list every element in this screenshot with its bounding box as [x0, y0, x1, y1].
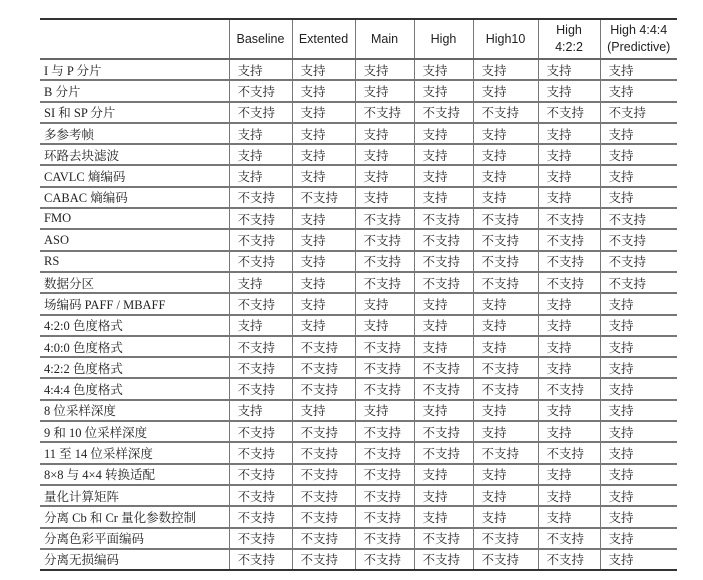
table-row: [40, 506, 677, 527]
support-cell: 不支持: [292, 442, 355, 463]
support-cell: 不支持: [538, 102, 600, 123]
header-profile: Baseline: [229, 19, 292, 59]
support-cell: 支持: [600, 357, 677, 378]
feature-cell: I 与 P 分片: [40, 59, 229, 80]
table-row: [40, 336, 677, 357]
support-cell: 不支持: [414, 549, 473, 570]
support-cell: 支持: [600, 165, 677, 186]
support-cell: 支持: [538, 293, 600, 314]
support-cell: 不支持: [355, 442, 414, 463]
feature-cell: CABAC 熵编码: [40, 187, 229, 208]
support-cell: 不支持: [355, 485, 414, 506]
support-cell: 不支持: [538, 549, 600, 570]
support-cell: 支持: [538, 165, 600, 186]
support-cell: 不支持: [229, 80, 292, 101]
support-cell: 支持: [355, 293, 414, 314]
support-cell: 不支持: [600, 251, 677, 272]
table-row: [40, 272, 677, 293]
feature-cell: 量化计算矩阵: [40, 485, 229, 506]
support-cell: 不支持: [538, 229, 600, 250]
feature-cell: 8×8 与 4×4 转换适配: [40, 464, 229, 485]
feature-cell: 11 至 14 位采样深度: [40, 442, 229, 463]
support-cell: 不支持: [473, 251, 538, 272]
support-cell: 不支持: [473, 102, 538, 123]
support-cell: 支持: [355, 187, 414, 208]
support-cell: 支持: [538, 485, 600, 506]
support-cell: 不支持: [355, 336, 414, 357]
support-cell: 不支持: [229, 102, 292, 123]
support-cell: 支持: [538, 464, 600, 485]
table-row: [40, 123, 677, 144]
support-cell: 不支持: [229, 421, 292, 442]
support-cell: 支持: [600, 80, 677, 101]
table-row: [40, 485, 677, 506]
support-cell: 支持: [600, 123, 677, 144]
table-row: [40, 80, 677, 101]
header-profile: Main: [355, 19, 414, 59]
support-cell: 不支持: [229, 208, 292, 229]
feature-cell: SI 和 SP 分片: [40, 102, 229, 123]
support-cell: 不支持: [538, 528, 600, 549]
table-row: [40, 208, 677, 229]
support-cell: 支持: [600, 187, 677, 208]
header-row: [40, 19, 677, 59]
support-cell: 支持: [600, 144, 677, 165]
feature-cell: 数据分区: [40, 272, 229, 293]
support-cell: 支持: [600, 464, 677, 485]
support-cell: 不支持: [229, 528, 292, 549]
support-cell: 支持: [414, 165, 473, 186]
support-cell: 不支持: [355, 102, 414, 123]
support-cell: 不支持: [355, 208, 414, 229]
support-cell: 支持: [292, 293, 355, 314]
table-row: [40, 464, 677, 485]
support-cell: 不支持: [473, 378, 538, 399]
support-cell: 支持: [473, 187, 538, 208]
support-cell: 不支持: [355, 272, 414, 293]
support-cell: 支持: [538, 144, 600, 165]
support-cell: 支持: [538, 400, 600, 421]
feature-cell: ASO: [40, 229, 229, 250]
support-cell: 支持: [229, 123, 292, 144]
support-cell: 不支持: [473, 442, 538, 463]
support-cell: 不支持: [414, 421, 473, 442]
support-cell: 支持: [600, 336, 677, 357]
support-cell: 支持: [538, 421, 600, 442]
support-cell: 不支持: [229, 378, 292, 399]
support-cell: 不支持: [600, 272, 677, 293]
table-row: [40, 251, 677, 272]
feature-cell: 分离色彩平面编码: [40, 528, 229, 549]
support-cell: 支持: [414, 80, 473, 101]
feature-cell: 4:2:2 色度格式: [40, 357, 229, 378]
support-cell: 不支持: [229, 229, 292, 250]
support-cell: 不支持: [355, 229, 414, 250]
support-cell: 支持: [355, 123, 414, 144]
support-cell: 支持: [473, 293, 538, 314]
support-cell: 不支持: [229, 251, 292, 272]
feature-cell: FMO: [40, 208, 229, 229]
support-cell: 支持: [292, 80, 355, 101]
support-cell: 支持: [600, 506, 677, 527]
support-cell: 不支持: [473, 272, 538, 293]
support-cell: 支持: [229, 315, 292, 336]
table-row: [40, 442, 677, 463]
support-cell: 支持: [600, 528, 677, 549]
support-cell: 支持: [229, 272, 292, 293]
support-cell: 不支持: [355, 378, 414, 399]
feature-cell: 8 位采样深度: [40, 400, 229, 421]
support-cell: 支持: [600, 59, 677, 80]
support-cell: 不支持: [292, 549, 355, 570]
feature-cell: 4:4:4 色度格式: [40, 378, 229, 399]
support-cell: 支持: [414, 123, 473, 144]
support-cell: 不支持: [414, 208, 473, 229]
table-row: [40, 102, 677, 123]
support-cell: 支持: [414, 187, 473, 208]
support-cell: 不支持: [229, 506, 292, 527]
support-cell: 不支持: [600, 208, 677, 229]
support-cell: 不支持: [355, 506, 414, 527]
support-cell: 支持: [538, 59, 600, 80]
support-cell: 不支持: [600, 229, 677, 250]
support-cell: 不支持: [473, 208, 538, 229]
table-row: [40, 59, 677, 80]
support-cell: 不支持: [229, 293, 292, 314]
support-cell: 支持: [292, 229, 355, 250]
support-cell: 不支持: [292, 485, 355, 506]
support-cell: 支持: [229, 144, 292, 165]
support-cell: 支持: [292, 272, 355, 293]
feature-cell: 场编码 PAFF / MBAFF: [40, 293, 229, 314]
support-cell: 支持: [292, 102, 355, 123]
support-cell: 支持: [229, 165, 292, 186]
support-cell: 不支持: [229, 464, 292, 485]
support-cell: 不支持: [538, 208, 600, 229]
support-cell: 不支持: [355, 528, 414, 549]
support-cell: 支持: [355, 59, 414, 80]
support-cell: 支持: [538, 506, 600, 527]
support-cell: 支持: [292, 59, 355, 80]
support-cell: 不支持: [355, 464, 414, 485]
support-cell: 不支持: [473, 528, 538, 549]
support-cell: 不支持: [414, 378, 473, 399]
support-cell: 支持: [600, 421, 677, 442]
support-cell: 支持: [414, 464, 473, 485]
feature-cell: 分离 Cb 和 Cr 量化参数控制: [40, 506, 229, 527]
table-row: [40, 293, 677, 314]
support-cell: 支持: [473, 400, 538, 421]
header-profile: High: [414, 19, 473, 59]
support-cell: 支持: [292, 251, 355, 272]
header-profile: High10: [473, 19, 538, 59]
feature-cell: RS: [40, 251, 229, 272]
feature-cell: 环路去块滤波: [40, 144, 229, 165]
support-cell: 支持: [414, 293, 473, 314]
support-cell: 不支持: [414, 528, 473, 549]
support-cell: 不支持: [600, 102, 677, 123]
support-cell: 支持: [600, 549, 677, 570]
support-cell: 支持: [292, 144, 355, 165]
header-profile: High 4:4:4 (Predictive): [600, 19, 677, 59]
support-cell: 不支持: [292, 357, 355, 378]
support-cell: 支持: [414, 315, 473, 336]
table-row: [40, 187, 677, 208]
feature-cell: CAVLC 熵编码: [40, 165, 229, 186]
support-cell: 支持: [473, 506, 538, 527]
support-cell: 不支持: [355, 421, 414, 442]
support-cell: 不支持: [229, 442, 292, 463]
support-cell: 支持: [473, 315, 538, 336]
table-row: [40, 549, 677, 570]
support-cell: 不支持: [292, 506, 355, 527]
support-cell: 支持: [355, 315, 414, 336]
support-cell: 不支持: [229, 187, 292, 208]
support-cell: 支持: [355, 144, 414, 165]
support-cell: 支持: [473, 123, 538, 144]
support-cell: 支持: [473, 165, 538, 186]
support-cell: 支持: [600, 485, 677, 506]
support-cell: 不支持: [414, 102, 473, 123]
support-cell: 支持: [229, 59, 292, 80]
support-cell: 不支持: [292, 187, 355, 208]
support-cell: 不支持: [414, 229, 473, 250]
support-cell: 支持: [538, 357, 600, 378]
support-cell: 不支持: [538, 442, 600, 463]
support-cell: 不支持: [473, 229, 538, 250]
support-cell: 支持: [292, 208, 355, 229]
feature-cell: 多参考帧: [40, 123, 229, 144]
table-row: [40, 378, 677, 399]
table-row: [40, 315, 677, 336]
support-cell: 不支持: [473, 357, 538, 378]
support-cell: 支持: [600, 442, 677, 463]
feature-cell: 分离无损编码: [44, 553, 120, 568]
support-cell: 不支持: [292, 464, 355, 485]
feature-cell: 4:2:0 色度格式: [40, 315, 229, 336]
support-cell: 不支持: [292, 336, 355, 357]
support-cell: 支持: [292, 123, 355, 144]
support-cell: 不支持: [414, 272, 473, 293]
support-cell: 支持: [414, 336, 473, 357]
table-row: [40, 357, 677, 378]
support-cell: 支持: [600, 400, 677, 421]
support-cell: 不支持: [292, 528, 355, 549]
support-cell: 支持: [600, 378, 677, 399]
support-cell: 不支持: [538, 251, 600, 272]
table-row: [40, 400, 677, 421]
support-cell: 不支持: [538, 272, 600, 293]
table-row: [40, 528, 677, 549]
table-row: [40, 144, 677, 165]
support-cell: 不支持: [414, 442, 473, 463]
support-cell: 支持: [292, 400, 355, 421]
support-cell: 支持: [538, 336, 600, 357]
support-cell: 不支持: [355, 251, 414, 272]
feature-cell: B 分片: [40, 80, 229, 101]
support-cell: 不支持: [292, 421, 355, 442]
profile-feature-table: [40, 18, 677, 571]
support-cell: 支持: [473, 485, 538, 506]
support-cell: 支持: [473, 336, 538, 357]
support-cell: 支持: [355, 80, 414, 101]
header-feature: [40, 19, 229, 59]
header-profile: High 4:2:2: [538, 19, 600, 59]
support-cell: 不支持: [229, 336, 292, 357]
table-row: [40, 421, 677, 442]
support-cell: 支持: [473, 80, 538, 101]
support-cell: 支持: [600, 315, 677, 336]
support-cell: 支持: [473, 464, 538, 485]
support-cell: 支持: [414, 144, 473, 165]
support-cell: 支持: [355, 400, 414, 421]
feature-cell: 9 和 10 位采样深度: [40, 421, 229, 442]
support-cell: 不支持: [355, 549, 414, 570]
support-cell: 不支持: [292, 378, 355, 399]
support-cell: 支持: [538, 187, 600, 208]
support-cell: 支持: [538, 123, 600, 144]
support-cell: 不支持: [473, 549, 538, 570]
support-cell: 不支持: [229, 549, 292, 570]
support-cell: 支持: [538, 80, 600, 101]
support-cell: 支持: [538, 315, 600, 336]
support-cell: 支持: [414, 506, 473, 527]
support-cell: 支持: [229, 400, 292, 421]
support-cell: 支持: [414, 400, 473, 421]
table-row: [40, 165, 677, 186]
support-cell: 支持: [600, 293, 677, 314]
support-cell: 不支持: [229, 485, 292, 506]
support-cell: 支持: [292, 315, 355, 336]
feature-cell: 4:0:0 色度格式: [40, 336, 229, 357]
support-cell: 不支持: [414, 251, 473, 272]
header-profile: Extented: [292, 19, 355, 59]
support-cell: 支持: [292, 165, 355, 186]
support-cell: 支持: [473, 421, 538, 442]
support-cell: 不支持: [414, 357, 473, 378]
support-cell: 支持: [473, 144, 538, 165]
support-cell: 不支持: [538, 378, 600, 399]
table-row: [40, 229, 677, 250]
support-cell: 不支持: [229, 357, 292, 378]
support-cell: 支持: [473, 59, 538, 80]
support-cell: 不支持: [355, 357, 414, 378]
support-cell: 支持: [355, 165, 414, 186]
support-cell: 支持: [414, 59, 473, 80]
support-cell: 支持: [414, 485, 473, 506]
